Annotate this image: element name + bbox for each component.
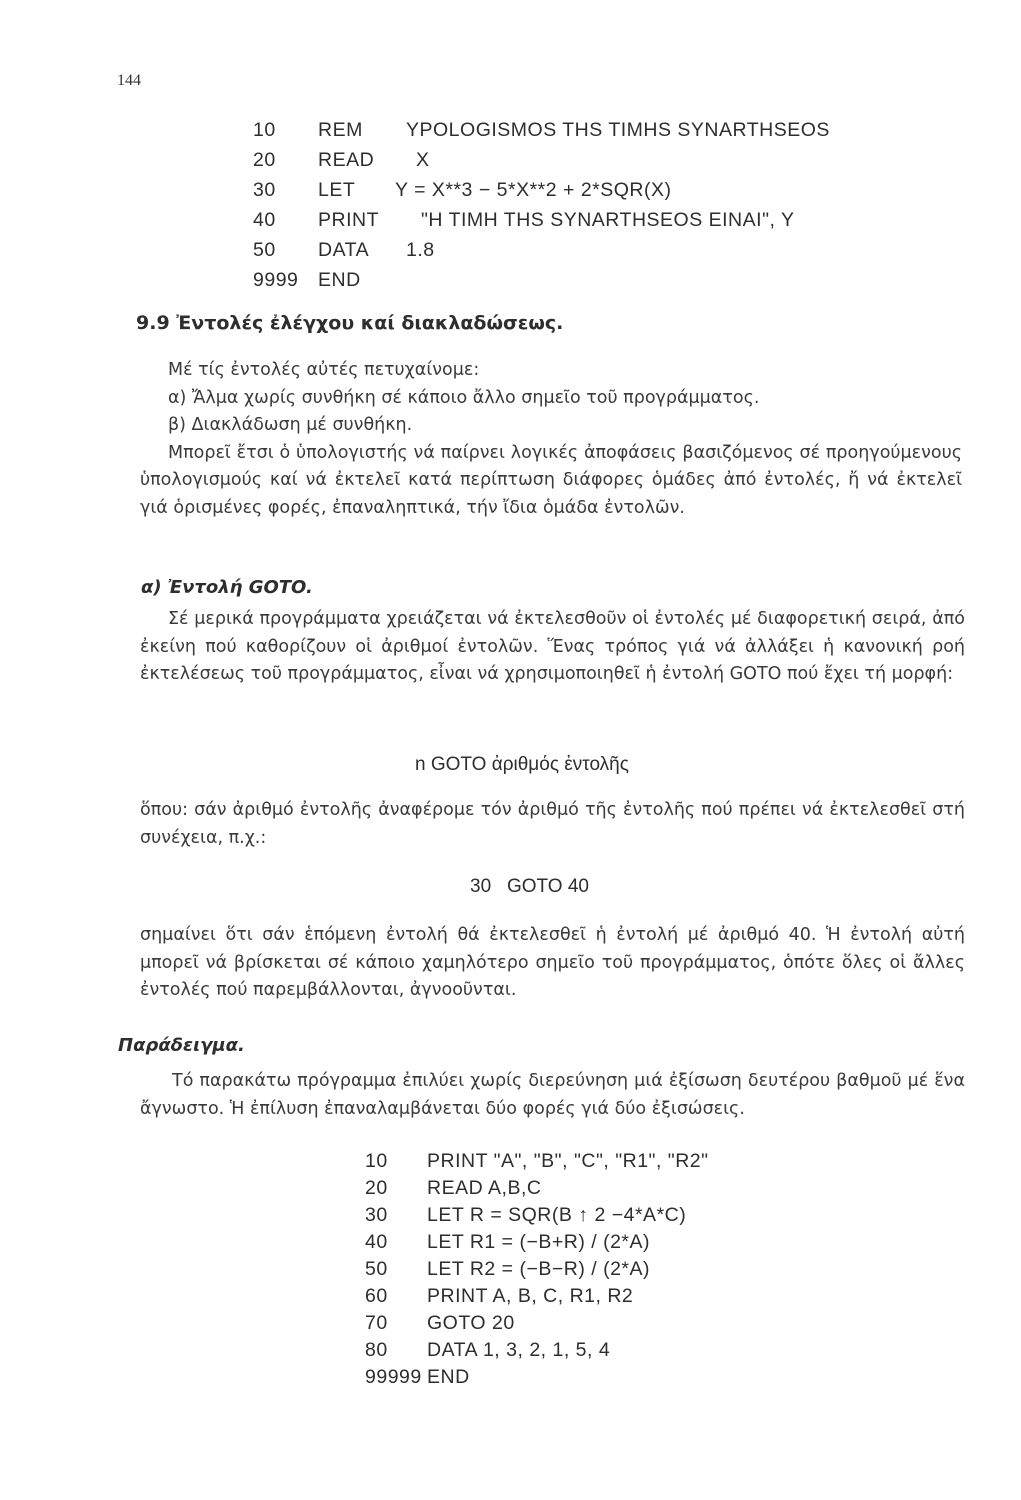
- intro-item-b: β) Διακλάδωση μέ συνθήκη.: [168, 415, 413, 435]
- line-number: 40: [253, 209, 276, 231]
- keyword: REM: [318, 119, 363, 141]
- code-line: [365, 1337, 865, 1364]
- line-number: 10: [365, 1150, 388, 1172]
- intro-body: Μπορεῖ ἔτσι ὁ ὑπολογιστής νά παίρνει λογικές ἀποφάσεις βασιζόμενος σέ προηγούμενους ὑπολογισμούς καί νά ἐκτελεῖ κατά περίπτωση διάφορες ὁμάδες ἀπό ἐντολές, ἤ νά ἐκτελεῖ γιά ὁρισμένες φορές, ἐπαναληπτικά, τήν ἴδια ὁμάδα ἐντολῶν.: [140, 442, 962, 518]
- goto-syntax: n GOTO ἀριθμός ἐντολῆς: [415, 754, 629, 775]
- keyword: READ: [318, 149, 375, 171]
- line-number: 30: [365, 1204, 388, 1226]
- code-line: [253, 175, 953, 205]
- program-listing-2: [365, 1148, 865, 1391]
- line-number: 50: [253, 239, 276, 261]
- intro-block: [140, 357, 965, 522]
- statement: DATA 1, 3, 2, 1, 5, 4: [427, 1339, 611, 1361]
- goto-para-1: Σέ μερικά προγράμματα χρειάζεται νά ἐκτελεσθοῦν οἱ ἐντολές μέ διαφορετική σειρά, ἀπό ἐκείνη πού καθορίζουν οἱ ἀριθμοί ἐντολῶν. Ἕνας τρόπος γιά νά ἀλλάξει ἡ κανονική ροή ἐκτελέσεως τοῦ προγράμματος, εἶναι νά χρησιμοποιηθεῖ ἡ ἐντολή GOTO πού ἔχει τή μορφή:: [140, 609, 965, 684]
- code-line: [253, 235, 953, 265]
- statement: END: [427, 1366, 470, 1388]
- goto-title: α) Ἐντολή GOTO.: [141, 577, 313, 598]
- line-number: 60: [365, 1285, 388, 1307]
- line-number: 40: [365, 1231, 388, 1253]
- line-number: 30: [253, 179, 276, 201]
- code-line: [253, 145, 953, 175]
- keyword: DATA: [318, 239, 370, 261]
- line-number: 99999: [365, 1366, 422, 1388]
- statement: LET R1 = (−B+R) / (2*A): [427, 1231, 651, 1253]
- goto-para-2: ὅπου: σάν ἀριθμό ἐντολῆς ἀναφέρομε τόν ἀριθμό τῆς ἐντολῆς πού πρέπει νά ἐκτελεσθεῖ στή συνέχεια, π.χ.:: [140, 800, 965, 848]
- code-line: [365, 1310, 865, 1337]
- statement: READ A,B,C: [427, 1177, 542, 1199]
- section-title: 9.9 Ἐντολές ἐλέγχου καί διακλαδώσεως.: [136, 312, 564, 334]
- argument: YPOLOGISMOS THS TIMHS SYNARTHSEOS: [406, 119, 830, 141]
- code-line: [365, 1283, 865, 1310]
- line-number: 10: [253, 119, 276, 141]
- statement: PRINT A, B, C, R1, R2: [427, 1285, 634, 1307]
- code-line: [253, 265, 953, 295]
- goto-example: 30 GOTO 40: [470, 876, 589, 897]
- page-number: 144: [117, 72, 141, 89]
- line-number: 9999: [253, 269, 299, 291]
- statement: LET R2 = (−B−R) / (2*A): [427, 1258, 651, 1280]
- program-listing-1: [253, 115, 953, 295]
- argument: X: [416, 149, 430, 171]
- statement: PRINT "A", "B", "C", "R1", "R2": [427, 1150, 709, 1172]
- line-number: 70: [365, 1312, 388, 1334]
- argument: Y = X**3 − 5*X**2 + 2*SQR(X): [395, 179, 672, 201]
- statement: LET R = SQR(B ↑ 2 −4*A*C): [427, 1204, 687, 1226]
- keyword: END: [318, 269, 361, 291]
- code-line: [365, 1148, 865, 1175]
- code-line: [365, 1175, 865, 1202]
- goto-para-3: σημαίνει ὅτι σάν ἑπόμενη ἐντολή θά ἐκτελεσθεῖ ἡ ἐντολή μέ ἀριθμό 40. Ἡ ἐντολή αὐτή μπορεῖ νά βρίσκεται σέ κάποιο χαμηλότερο σημεῖο τοῦ προγράμματος, ὁπότε ὅλες οἱ ἄλλες ἐντολές πού παρεμβάλλονται, ἀγνοοῦνται.: [140, 925, 965, 1000]
- intro-item-a: α) Ἄλμα χωρίς συνθήκη σέ κάποιο ἄλλο σημεῖο τοῦ προγράμματος.: [168, 387, 760, 408]
- code-line: [253, 115, 953, 145]
- code-line: [365, 1229, 865, 1256]
- intro-lead: Μέ τίς ἐντολές αὐτές πετυχαίνομε:: [168, 360, 480, 380]
- statement: GOTO 20: [427, 1312, 515, 1334]
- code-line: [365, 1256, 865, 1283]
- argument: 1.8: [406, 239, 435, 261]
- code-line: [365, 1202, 865, 1229]
- line-number: 80: [365, 1339, 388, 1361]
- example-para: Τό παρακάτω πρόγραμμα ἐπιλύει χωρίς διερεύνηση μιά ἐξίσωση δευτέρου βαθμοῦ μέ ἕνα ἄγνωστο. Ἡ ἐπίλυση ἐπαναλαμβάνεται δύο φορές γιά δύο ἐξισώσεις.: [140, 1071, 965, 1119]
- keyword: LET: [318, 179, 356, 201]
- argument: "H TIMH THS SYNARTHSEOS EINAI", Y: [421, 209, 795, 231]
- line-number: 20: [253, 149, 276, 171]
- line-number: 20: [365, 1177, 388, 1199]
- keyword: PRINT: [318, 209, 379, 231]
- code-line: [253, 205, 953, 235]
- example-title: Παράδειγμα.: [118, 1035, 245, 1056]
- code-line: [365, 1364, 865, 1391]
- line-number: 50: [365, 1258, 388, 1280]
